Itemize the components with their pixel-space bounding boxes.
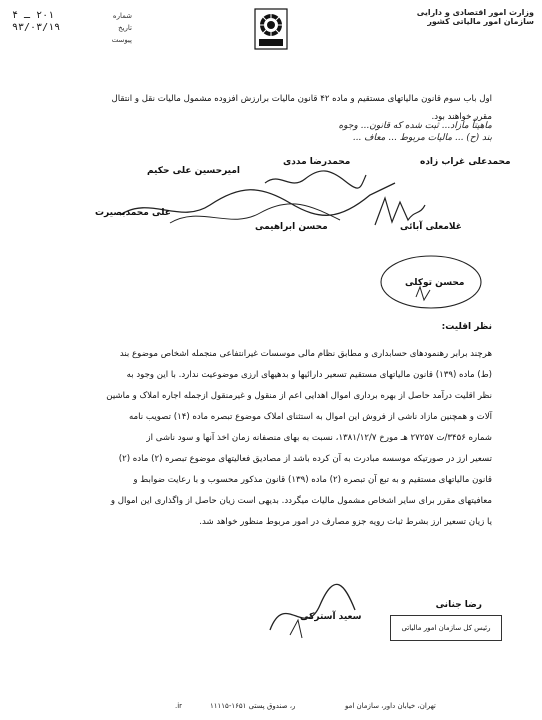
minority-line-3: نظر اقلیت درآمد حاصل از بهره برداری اموال اهدایی اعم از منقول و غیرمنقول ازجمله اجاره املاک و ماشین [106, 391, 492, 401]
opening-line-2: مقرر خواهند بود. [431, 112, 492, 122]
signatory-alihakim: امیرحسین علی حکیم [147, 166, 240, 176]
minority-paragraph [52, 344, 492, 533]
minority-title: نظر اقلیت: [441, 322, 492, 332]
emblem-logo [254, 8, 288, 50]
org-line-2: سازمان امور مالیاتی کشور [427, 17, 534, 26]
signatory-ebrahimi: محسن ابراهیمی [255, 222, 328, 232]
minority-line-9: یا زیان تسعیر ارز بشرط ثبات رویه جزو مصارف در امور مربوط منظور خواهد شد. [199, 517, 492, 527]
handwritten-note [72, 120, 492, 144]
bottom-signatory-left: سعید آسترکی [300, 612, 362, 622]
footer-pobox: ر، صندوق پستی ۱۶۵۱-۱۱۱۱۵ [210, 702, 296, 710]
minority-line-7: قانون مالیاتهای مستقیم و به تبع آن تبصره (۲) ماده (۱۳۹) قانون مذکور محسوب و با رعایت ضوابط و [133, 475, 492, 485]
org-line-1: وزارت امور اقتصادی و دارایی [416, 8, 534, 17]
number-value: ۲۰۱ ـ ۴ [12, 10, 55, 21]
signatory-abaei: غلامعلی آبائی [400, 222, 462, 232]
letter-meta [12, 10, 132, 46]
date-label: تاریخ [118, 24, 132, 32]
date-value: ۹۳/۰۳/۱۹ [12, 22, 61, 33]
minority-line-8: معافیتهای مقرر برای سایر اشخاص مشمول مالیات میگردد. بدیهی است زیان حاصل از واگذاری این اموال و [110, 496, 492, 506]
attachment-label: پیوست [111, 36, 132, 44]
official-stamp: رئیس کل سازمان امور مالیاتی [390, 615, 502, 641]
signatory-ghorabzadeh: محمدعلی غراب زاده [420, 157, 511, 167]
signatory-tavakoli: محسن توکلی [405, 278, 465, 288]
footer-address: تهران، خیابان داور، سازمان امو [345, 702, 436, 710]
footer-website: .ir [175, 702, 183, 710]
signatory-basirat: علی محمدبصیرت [95, 208, 171, 218]
bottom-signatory-right: رضا جنانی [435, 600, 482, 610]
handwritten-line-2: بند (ح) ... مالیات مربوط ... معاف ... [352, 133, 492, 143]
minority-line-5: شماره ۳۴۵۶/ت ۲۷۲۵۷ هـ مورخ ۱۳۸۱/۱۲/۷، نسبت به بهای منصفانه زمان اخذ آنها و سود ناشی از [146, 433, 492, 443]
handwritten-line-1: ماهیتاً مازاد... ثبت شده که قانون... وجوه [338, 121, 492, 131]
minority-line-6: تسعیر ارز در صورتیکه موسسه مبادرت به آن کرده باشد از مصادیق فعالیتهای موضوع تبصره (۲) ماده (۲) [118, 454, 492, 464]
minority-line-1: هرچند برابر رهنمودهای حسابداری و مطابق نظام مالی موسسات غیرانتفاعی منجمله اشخاص موضوع بند [119, 349, 492, 359]
number-label: شماره [112, 12, 132, 20]
opening-line-1: اول باب سوم قانون مالیاتهای مستقیم و ماده ۴۲ قانون مالیات برارزش افزوده مشمول مالیات نقل و انتقال [111, 94, 492, 104]
org-header [414, 8, 534, 26]
minority-line-2: (ط) ماده (۱۳۹) قانون مالیاتهای مستقیم تسعیر دارائیها و بدهیهای ارزی موضوعیت ندارد. با این وجود به [126, 370, 492, 380]
signatory-madadi: محمدرضا مددی [283, 157, 351, 167]
minority-line-4: آلات و همچنین مازاد ناشی از فروش این اموال به استثنای املاک موضوع تبصره ماده (۱۴) تصویب نامه [128, 412, 492, 422]
signature-madadi [260, 165, 370, 195]
